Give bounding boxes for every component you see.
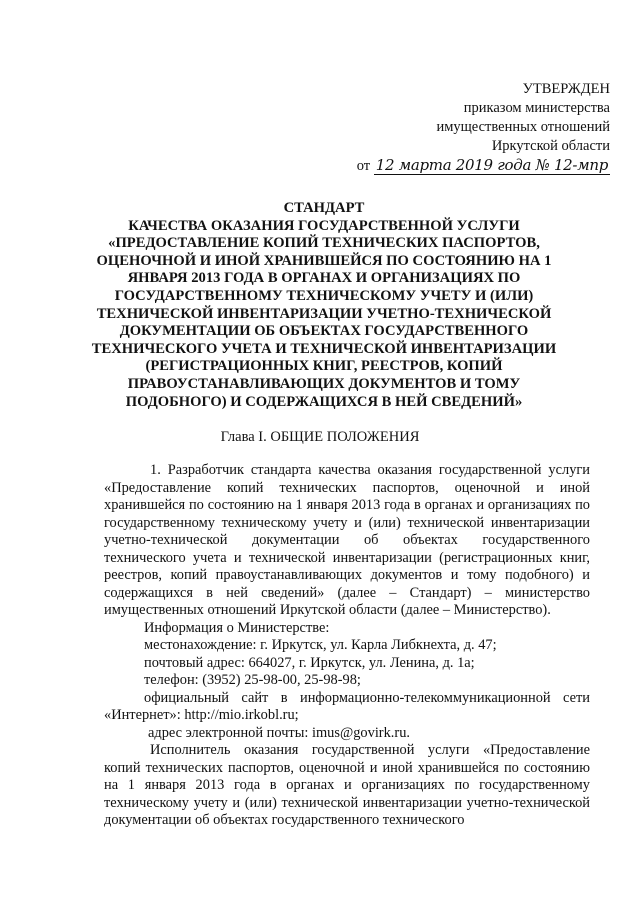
paragraph-2: Исполнитель оказания государственной услуги «Предоставление копий технических паспортов, оценочной и иной хранившейся по состоянию на 1 января 2013 года в органах и организациях по государственному техническому учету и (или) технической инвентаризации учетно-технической документации об объектах государственного технического xyxy=(104,742,590,828)
approved-label: УТВЕРЖДЕН xyxy=(522,81,610,97)
info-website: официальный сайт в информационно-телекоммуникационной сети «Интернет»: http://mio.irkobl.ru; xyxy=(104,689,590,723)
approval-line-1: приказом министерства xyxy=(463,100,610,116)
document-title xyxy=(90,200,558,411)
document-body xyxy=(104,462,590,830)
info-location: местонахождение: г. Иркутск, ул. Карла Либкнехта, д. 47; xyxy=(144,637,497,653)
chapter-heading: Глава I. ОБЩИЕ ПОЛОЖЕНИЯ xyxy=(220,429,420,445)
info-phone: телефон: (3952) 25-98-00, 25-98-98; xyxy=(144,672,361,688)
paragraph-1: 1. Разработчик стандарта качества оказания государственной услуги «Предоставление копий технических паспортов, оценочной и иной хранившейся по состоянию на 1 января 2013 года в органах и организациях по государственному техническому учету и (или) технической инвентаризации учетно-технической документации об объектах государственного технического учета и технической инвентаризации (регистрационных книг, реестров, копий правоустанавливающих документов и тому подобного) и содержащихся в ней сведений» (далее – Стандарт) – министерство имущественных отношений Иркутской области (далее – Министерство). xyxy=(104,462,590,618)
approval-date-line xyxy=(310,156,610,176)
info-title: Информация о Министерстве: xyxy=(144,619,330,636)
approval-line-2: имущественных отношений xyxy=(436,119,610,135)
from-label: от xyxy=(356,158,371,174)
handwritten-date: 12 марта 2019 года № 12-мпр xyxy=(375,156,608,174)
info-email: адрес электронной почты: imus@govirk.ru. xyxy=(148,724,410,741)
approval-stamp xyxy=(310,80,610,176)
info-postal: почтовый адрес: 664027, г. Иркутск, ул. Ленина, д. 1а; xyxy=(144,654,475,671)
title-text: КАЧЕСТВА ОКАЗАНИЯ ГОСУДАРСТВЕННОЙ УСЛУГИ «ПРЕДОСТАВЛЕНИЕ КОПИЙ ТЕХНИЧЕСКИХ ПАСПОРТОВ, ОЦЕНОЧНОЙ И ИНОЙ ХРАНИВШЕЙСЯ ПО СОСТОЯНИЮ НА 1 ЯНВАРЯ 2013 ГОДА В ОРГАНАХ И ОРГАНИЗАЦИЯХ ПО ГОСУДАРСТВЕННОМУ ТЕХНИЧЕСКОМУ УЧЕТУ И (ИЛИ) ТЕХНИЧЕСКОЙ ИНВЕНТАРИЗАЦИИ УЧЕТНО-ТЕХНИЧЕСКОЙ ДОКУМЕНТАЦИИ ОБ ОБЪЕКТАХ ГОСУДАРСТВЕННОГО ТЕХНИЧЕСКОГО УЧЕТА И ТЕХНИЧЕСКОЙ ИНВЕНТАРИЗАЦИИ (РЕГИСТРАЦИОННЫХ КНИГ, РЕЕСТРОВ, КОПИЙ ПРАВОУСТАНАВЛИВАЮЩИХ ДОКУМЕНТОВ И ТОМУ ПОДОБНОГО) И СОДЕРЖАЩИХСЯ В НЕЙ СВЕДЕНИЙ» xyxy=(91,217,557,410)
title-heading: СТАНДАРТ xyxy=(283,200,365,216)
approval-line-3: Иркутской области xyxy=(491,138,610,154)
